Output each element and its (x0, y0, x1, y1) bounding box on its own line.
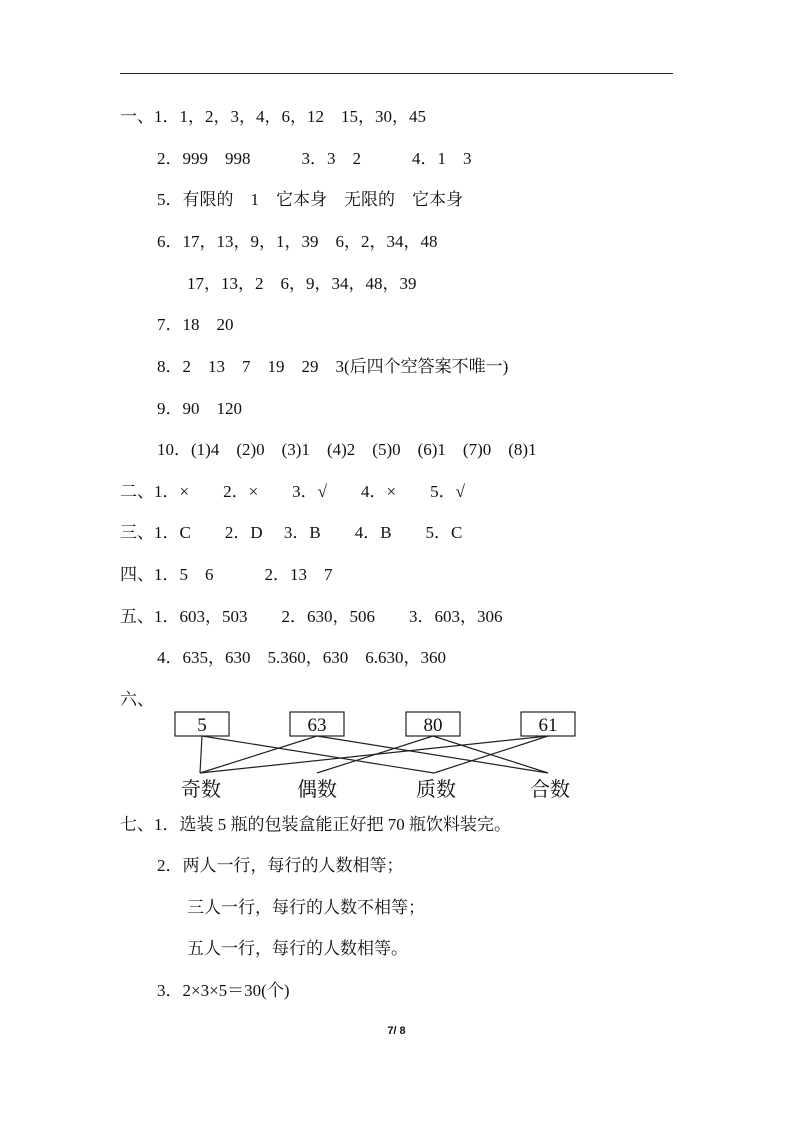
link-5-prime (202, 736, 434, 773)
number-5: 5 (197, 715, 207, 736)
answer-line-7: 8．2 13 7 19 29 3(后四个空答案不唯一) (157, 357, 509, 376)
answer-line-18: 五人一行，每行的人数相等。 (187, 939, 408, 958)
link-63-odd (200, 736, 317, 773)
answer-line-15: 七、1．选装 5 瓶的包装盒能正好把 70 瓶饮料装完。 (120, 815, 511, 834)
answer-line-8: 9．90 120 (157, 399, 242, 418)
answer-line-6: 7．18 20 (157, 315, 234, 334)
number-61: 61 (538, 715, 558, 736)
section-six-label: 六、 (120, 690, 154, 709)
number-63: 63 (307, 715, 327, 736)
answer-line-1: 一、1．1，2，3，4，6，12 15，30，45 (120, 107, 426, 126)
answer-line-16: 2．两人一行，每行的人数相等； (157, 856, 404, 875)
answer-line-13: 五、1．603，503 2．630，506 3．603，306 (120, 607, 503, 626)
category-composite: 合数 (530, 779, 570, 801)
category-prime: 质数 (416, 779, 456, 801)
link-61-odd (200, 736, 548, 773)
answer-line-3: 5．有限的 1 它本身 无限的 它本身 (157, 190, 463, 209)
answer-line-17: 三人一行，每行的人数不相等； (187, 898, 425, 917)
answer-line-9: 10．(1)4 (2)0 (3)1 (4)2 (5)0 (6)1 (7)0 (8)1 (157, 440, 537, 459)
answer-line-11: 三、1．C 2．D 3．B 4．B 5．C (120, 523, 463, 542)
answer-line-10: 二、1．× 2．× 3．√ 4．× 5．√ (120, 482, 465, 501)
page-number: 7/ 8 (387, 1025, 406, 1037)
answer-line-19: 3．2×3×5＝30(个) (157, 981, 290, 1000)
answer-line-14: 4．635，630 5.360，630 6.630，360 (157, 648, 446, 667)
answer-line-5: 17，13，2 6，9，34，48，39 (187, 274, 417, 293)
category-odd: 奇数 (181, 779, 221, 801)
link-63-composite (317, 736, 548, 773)
answer-line-12: 四、1．5 6 2．13 7 (120, 565, 333, 584)
number-80: 80 (423, 715, 443, 736)
link-5-odd (200, 736, 202, 773)
answer-line-2: 2．999 998 3．3 2 4．1 3 (157, 149, 472, 168)
category-even: 偶数 (297, 779, 337, 801)
answer-line-4: 6．17，13，9，1，39 6，2，34，48 (157, 232, 438, 251)
